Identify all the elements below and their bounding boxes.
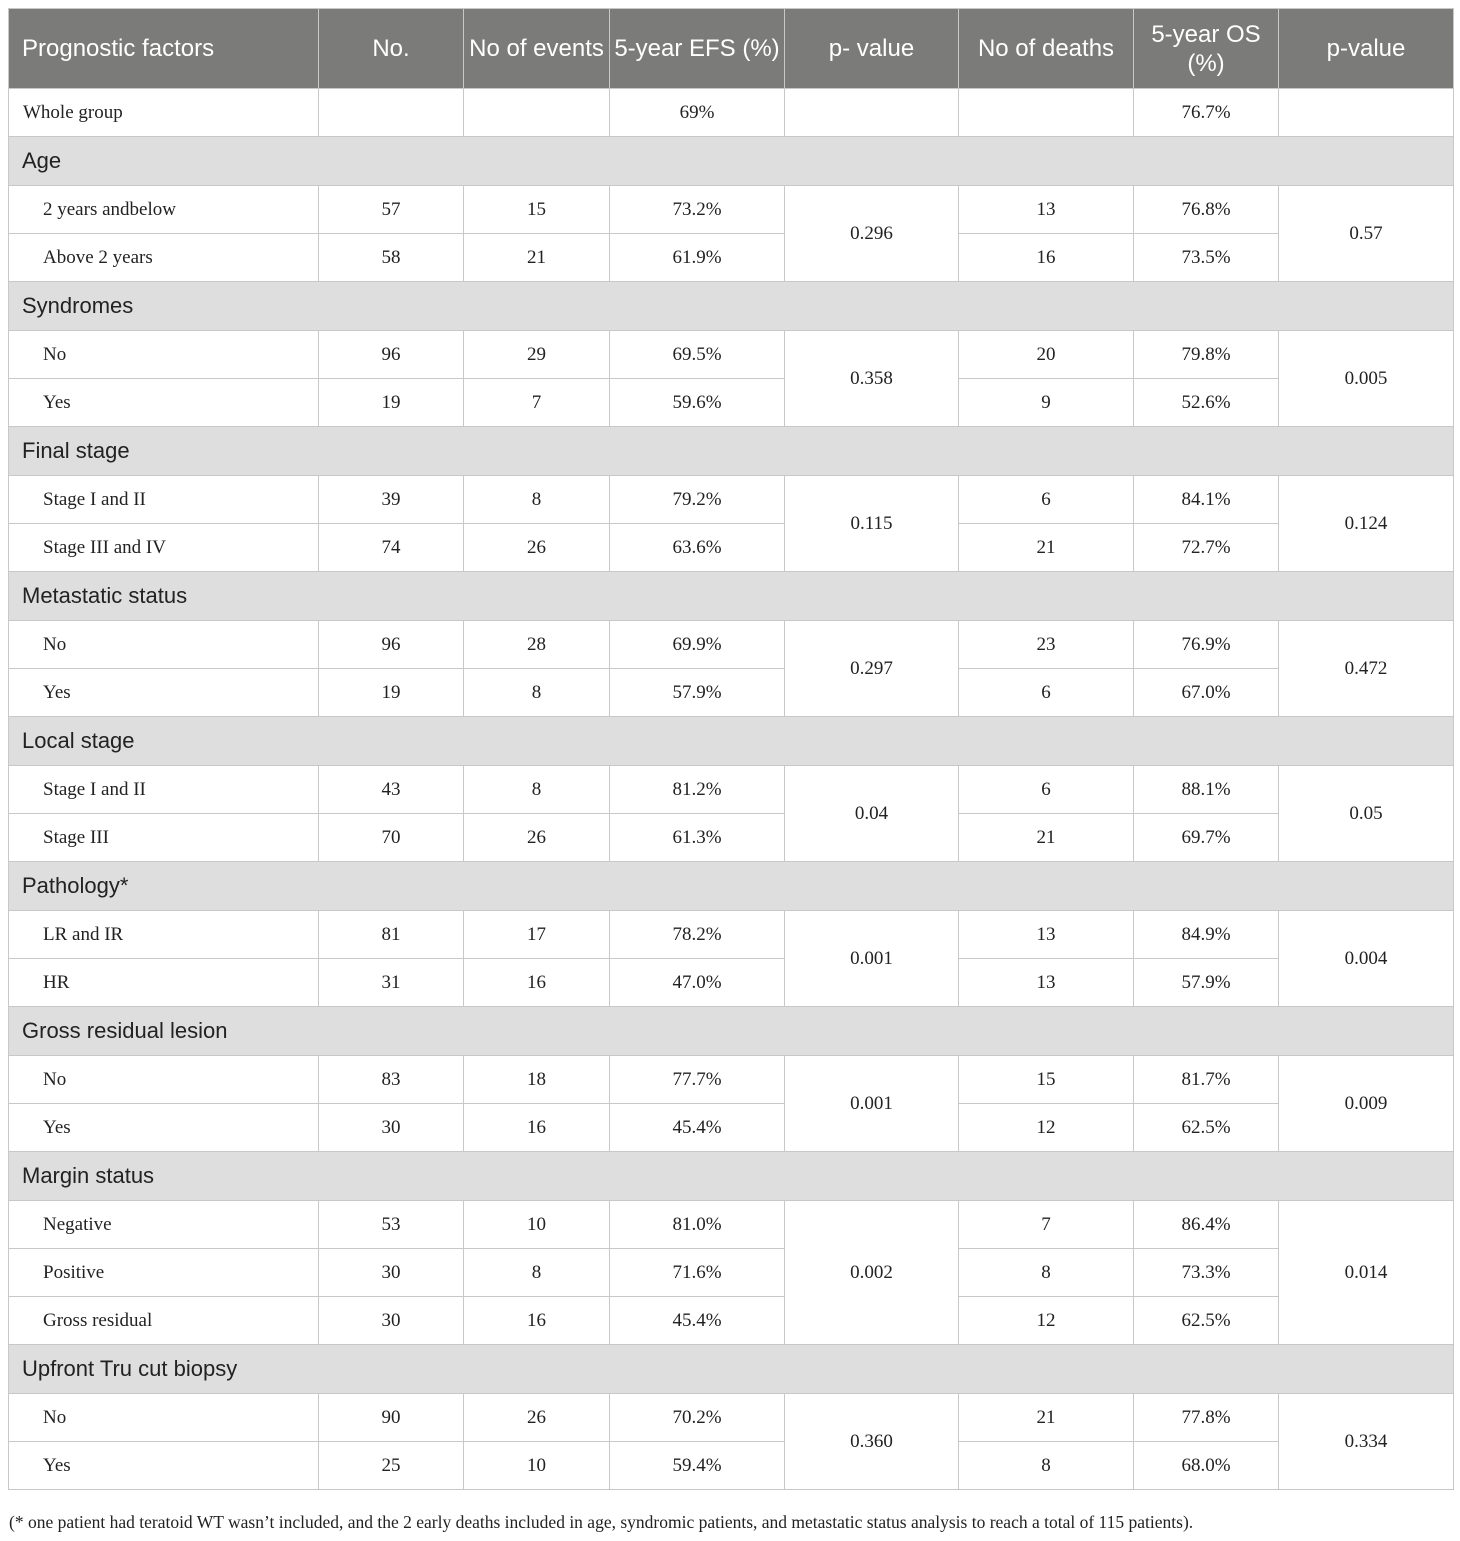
- table-row: [9, 1249, 1454, 1297]
- row-events: 26: [464, 524, 610, 572]
- row-n: 83: [319, 1056, 464, 1104]
- row-efs: 69.9%: [610, 621, 785, 669]
- row-efs: 61.3%: [610, 814, 785, 862]
- table-row: [9, 1297, 1454, 1345]
- row-events: 16: [464, 1297, 610, 1345]
- group-efs-p-value: 0.360: [785, 1394, 959, 1490]
- group-title: Upfront Tru cut biopsy: [9, 1345, 1454, 1394]
- group-efs-p-value: 0.001: [785, 1056, 959, 1152]
- row-n: 19: [319, 669, 464, 717]
- group-efs-p-value: 0.297: [785, 621, 959, 717]
- row-n: 70: [319, 814, 464, 862]
- row-events: 16: [464, 959, 610, 1007]
- group-header-row: [9, 1152, 1454, 1201]
- table-body: [9, 89, 1454, 1490]
- row-label: Yes: [9, 379, 319, 427]
- row-events: 16: [464, 1104, 610, 1152]
- header-no-of-deaths: No of deaths: [959, 9, 1134, 89]
- row-os: 88.1%: [1134, 766, 1279, 814]
- row-os: 67.0%: [1134, 669, 1279, 717]
- group-title: Age: [9, 137, 1454, 186]
- row-n: 74: [319, 524, 464, 572]
- group-title: Margin status: [9, 1152, 1454, 1201]
- group-title: Final stage: [9, 427, 1454, 476]
- header-row: [9, 9, 1454, 89]
- row-efs: 63.6%: [610, 524, 785, 572]
- row-label: Stage III and IV: [9, 524, 319, 572]
- row-deaths: 20: [959, 331, 1134, 379]
- row-events: 26: [464, 1394, 610, 1442]
- whole-group-n: [319, 89, 464, 137]
- row-n: 30: [319, 1104, 464, 1152]
- group-title: Local stage: [9, 717, 1454, 766]
- row-os: 69.7%: [1134, 814, 1279, 862]
- row-label: HR: [9, 959, 319, 1007]
- row-efs: 59.6%: [610, 379, 785, 427]
- group-os-p-value: 0.05: [1279, 766, 1454, 862]
- row-deaths: 13: [959, 911, 1134, 959]
- row-deaths: 13: [959, 959, 1134, 1007]
- table-header: [9, 9, 1454, 89]
- row-os: 76.8%: [1134, 186, 1279, 234]
- group-efs-p-value: 0.115: [785, 476, 959, 572]
- row-os: 73.5%: [1134, 234, 1279, 282]
- group-header-row: [9, 137, 1454, 186]
- group-os-p-value: 0.334: [1279, 1394, 1454, 1490]
- whole-group-os: 76.7%: [1134, 89, 1279, 137]
- row-os: 62.5%: [1134, 1104, 1279, 1152]
- group-os-p-value: 0.005: [1279, 331, 1454, 427]
- header-prognostic-factors: Prognostic factors: [9, 9, 319, 89]
- row-events: 18: [464, 1056, 610, 1104]
- row-events: 8: [464, 476, 610, 524]
- row-os: 84.1%: [1134, 476, 1279, 524]
- row-deaths: 21: [959, 814, 1134, 862]
- row-events: 7: [464, 379, 610, 427]
- row-label: Gross residual: [9, 1297, 319, 1345]
- table-row: [9, 959, 1454, 1007]
- table-footnote: (* one patient had teratoid WT wasn’t included, and the 2 early deaths included in age, syndromic patients, and metastatic status analysis to reach a total of 115 patients).: [9, 1512, 1194, 1532]
- row-label: Yes: [9, 1442, 319, 1490]
- row-deaths: 21: [959, 524, 1134, 572]
- whole-group-os-p: [1279, 89, 1454, 137]
- row-events: 28: [464, 621, 610, 669]
- group-header-row: [9, 282, 1454, 331]
- row-label: 2 years andbelow: [9, 186, 319, 234]
- row-efs: 78.2%: [610, 911, 785, 959]
- table-row: [9, 1056, 1454, 1104]
- group-header-row: [9, 427, 1454, 476]
- table-row: [9, 186, 1454, 234]
- group-efs-p-value: 0.296: [785, 186, 959, 282]
- row-n: 96: [319, 621, 464, 669]
- group-header-row: [9, 862, 1454, 911]
- row-label: Negative: [9, 1201, 319, 1249]
- row-events: 29: [464, 331, 610, 379]
- row-efs: 45.4%: [610, 1104, 785, 1152]
- row-deaths: 8: [959, 1249, 1134, 1297]
- row-efs: 77.7%: [610, 1056, 785, 1104]
- row-os: 57.9%: [1134, 959, 1279, 1007]
- table-row: [9, 621, 1454, 669]
- group-efs-p-value: 0.04: [785, 766, 959, 862]
- table-row: [9, 814, 1454, 862]
- row-events: 17: [464, 911, 610, 959]
- row-os: 81.7%: [1134, 1056, 1279, 1104]
- row-n: 53: [319, 1201, 464, 1249]
- group-os-p-value: 0.124: [1279, 476, 1454, 572]
- whole-group-label: Whole group: [9, 89, 319, 137]
- row-events: 8: [464, 1249, 610, 1297]
- table-row: [9, 524, 1454, 572]
- row-events: 21: [464, 234, 610, 282]
- row-deaths: 16: [959, 234, 1134, 282]
- row-n: 43: [319, 766, 464, 814]
- row-label: Yes: [9, 1104, 319, 1152]
- table-row: [9, 1394, 1454, 1442]
- row-os: 52.6%: [1134, 379, 1279, 427]
- row-n: 31: [319, 959, 464, 1007]
- row-efs: 79.2%: [610, 476, 785, 524]
- row-efs: 69.5%: [610, 331, 785, 379]
- row-label: No: [9, 1394, 319, 1442]
- row-os: 79.8%: [1134, 331, 1279, 379]
- header-os-p-value: p-value: [1279, 9, 1454, 89]
- group-header-row: [9, 717, 1454, 766]
- row-deaths: 8: [959, 1442, 1134, 1490]
- row-label: No: [9, 621, 319, 669]
- group-header-row: [9, 1007, 1454, 1056]
- row-deaths: 13: [959, 186, 1134, 234]
- row-efs: 70.2%: [610, 1394, 785, 1442]
- row-n: 39: [319, 476, 464, 524]
- row-label: Stage I and II: [9, 766, 319, 814]
- row-n: 19: [319, 379, 464, 427]
- row-label: Stage I and II: [9, 476, 319, 524]
- row-n: 25: [319, 1442, 464, 1490]
- row-deaths: 12: [959, 1297, 1134, 1345]
- row-os: 72.7%: [1134, 524, 1279, 572]
- row-label: Positive: [9, 1249, 319, 1297]
- row-os: 76.9%: [1134, 621, 1279, 669]
- row-os: 62.5%: [1134, 1297, 1279, 1345]
- table-row: [9, 766, 1454, 814]
- row-efs: 81.0%: [610, 1201, 785, 1249]
- group-os-p-value: 0.472: [1279, 621, 1454, 717]
- row-events: 8: [464, 766, 610, 814]
- header-5-year-os: 5-year OS (%): [1134, 9, 1279, 89]
- row-efs: 61.9%: [610, 234, 785, 282]
- group-efs-p-value: 0.002: [785, 1201, 959, 1345]
- table-row: [9, 1201, 1454, 1249]
- group-os-p-value: 0.57: [1279, 186, 1454, 282]
- group-title: Gross residual lesion: [9, 1007, 1454, 1056]
- row-efs: 59.4%: [610, 1442, 785, 1490]
- row-deaths: 15: [959, 1056, 1134, 1104]
- table-row: [9, 911, 1454, 959]
- group-os-p-value: 0.004: [1279, 911, 1454, 1007]
- table-row: [9, 1442, 1454, 1490]
- group-efs-p-value: 0.001: [785, 911, 959, 1007]
- table-row: [9, 379, 1454, 427]
- row-n: 96: [319, 331, 464, 379]
- header-efs-p-value: p- value: [785, 9, 959, 89]
- row-os: 84.9%: [1134, 911, 1279, 959]
- whole-group-events: [464, 89, 610, 137]
- row-deaths: 6: [959, 669, 1134, 717]
- table-row: [9, 476, 1454, 524]
- row-n: 58: [319, 234, 464, 282]
- row-n: 57: [319, 186, 464, 234]
- row-label: No: [9, 1056, 319, 1104]
- row-deaths: 6: [959, 766, 1134, 814]
- prognostic-factors-table: [8, 8, 1454, 1490]
- table-row: [9, 669, 1454, 717]
- group-title: Pathology*: [9, 862, 1454, 911]
- row-os: 68.0%: [1134, 1442, 1279, 1490]
- row-events: 10: [464, 1442, 610, 1490]
- group-title: Metastatic status: [9, 572, 1454, 621]
- row-n: 90: [319, 1394, 464, 1442]
- row-n: 81: [319, 911, 464, 959]
- row-efs: 57.9%: [610, 669, 785, 717]
- row-label: Yes: [9, 669, 319, 717]
- whole-group-row: [9, 89, 1454, 137]
- group-os-p-value: 0.014: [1279, 1201, 1454, 1345]
- group-efs-p-value: 0.358: [785, 331, 959, 427]
- row-label: Above 2 years: [9, 234, 319, 282]
- row-efs: 45.4%: [610, 1297, 785, 1345]
- row-events: 10: [464, 1201, 610, 1249]
- row-deaths: 7: [959, 1201, 1134, 1249]
- row-os: 77.8%: [1134, 1394, 1279, 1442]
- row-os: 86.4%: [1134, 1201, 1279, 1249]
- row-label: Stage III: [9, 814, 319, 862]
- group-title: Syndromes: [9, 282, 1454, 331]
- row-events: 26: [464, 814, 610, 862]
- header-no: No.: [319, 9, 464, 89]
- whole-group-deaths: [959, 89, 1134, 137]
- group-header-row: [9, 1345, 1454, 1394]
- row-n: 30: [319, 1249, 464, 1297]
- header-no-of-events: No of events: [464, 9, 610, 89]
- row-efs: 71.6%: [610, 1249, 785, 1297]
- row-deaths: 21: [959, 1394, 1134, 1442]
- whole-group-efs: 69%: [610, 89, 785, 137]
- header-5-year-efs: 5-year EFS (%): [610, 9, 785, 89]
- group-os-p-value: 0.009: [1279, 1056, 1454, 1152]
- table-row: [9, 1104, 1454, 1152]
- whole-group-efs-p: [785, 89, 959, 137]
- row-efs: 47.0%: [610, 959, 785, 1007]
- row-events: 15: [464, 186, 610, 234]
- table-row: [9, 234, 1454, 282]
- row-label: No: [9, 331, 319, 379]
- group-header-row: [9, 572, 1454, 621]
- row-events: 8: [464, 669, 610, 717]
- row-efs: 73.2%: [610, 186, 785, 234]
- row-deaths: 9: [959, 379, 1134, 427]
- row-label: LR and IR: [9, 911, 319, 959]
- row-deaths: 6: [959, 476, 1134, 524]
- row-deaths: 23: [959, 621, 1134, 669]
- row-os: 73.3%: [1134, 1249, 1279, 1297]
- row-efs: 81.2%: [610, 766, 785, 814]
- row-n: 30: [319, 1297, 464, 1345]
- table-row: [9, 331, 1454, 379]
- row-deaths: 12: [959, 1104, 1134, 1152]
